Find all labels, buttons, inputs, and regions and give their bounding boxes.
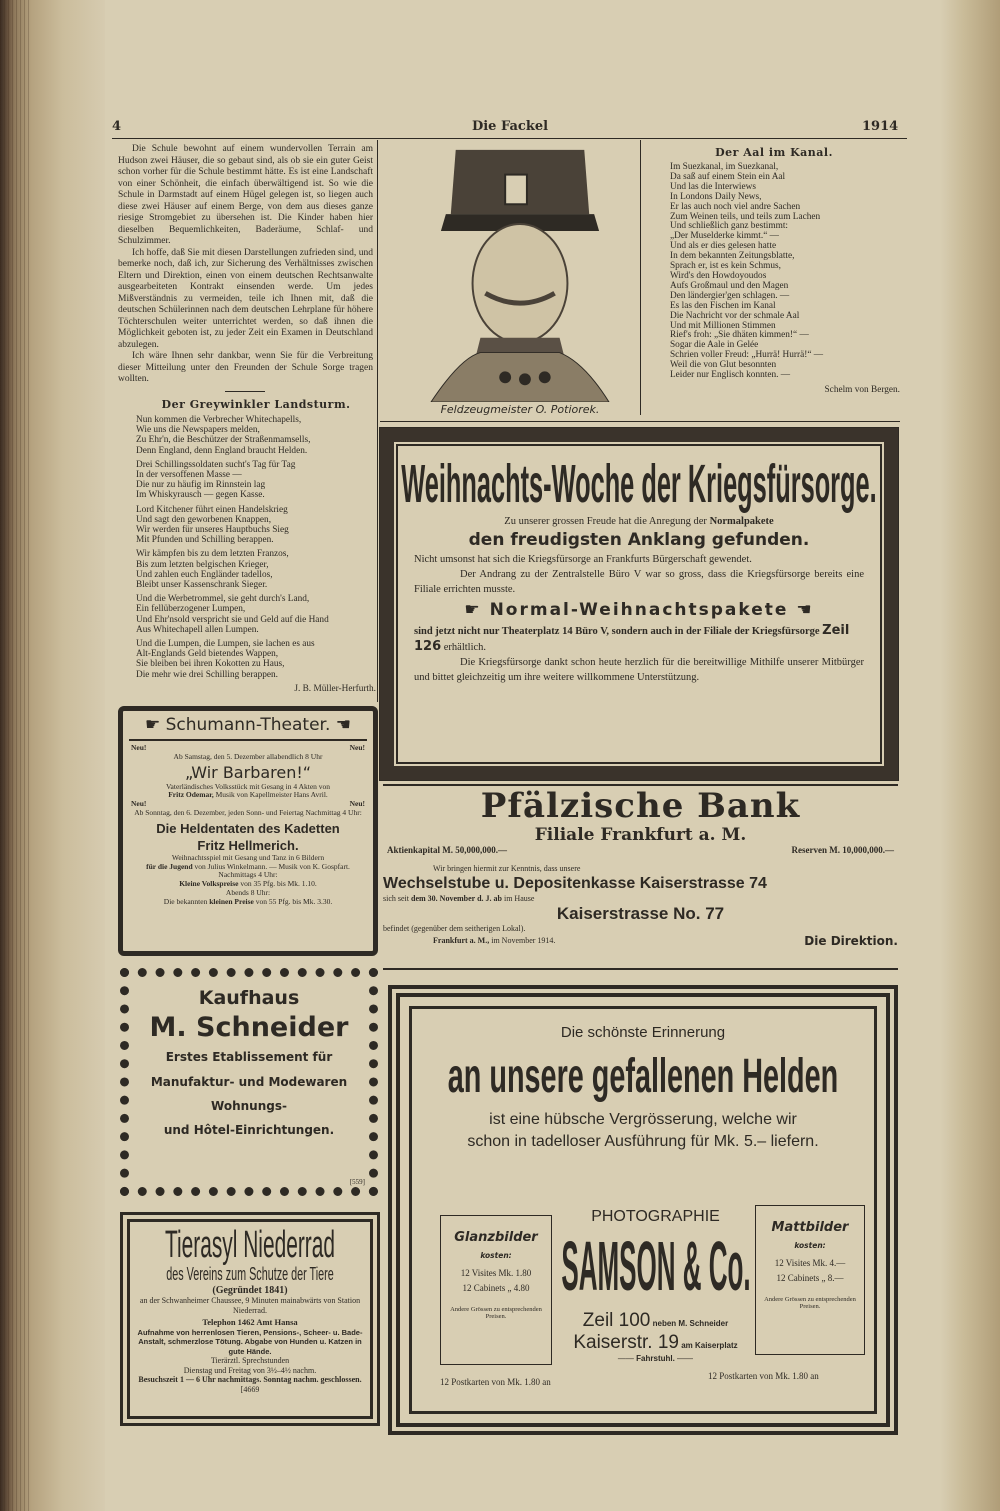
weihnacht-p4: Die Kriegsfürsorge dankt schon heute herzlich für die bereitwillige Mithilfe unserer Mitbürger und bittet gleichzeitig um ihre weitere willkommene Unterstützung. [414,657,864,683]
poem-line: Leider nur Englisch konnten. — [670,370,791,381]
poem-title: Der Aal im Kanal. [715,146,833,159]
theater-line: Abends 8 Uhr: [225,887,271,897]
schneider-line: Wohnungs- [211,1099,287,1113]
poem-stanza [136,549,376,590]
poem-line: Alt-Englands Geld bietendes Wappen, [136,649,279,660]
samson-center [558,1207,753,1363]
play-title: Die Heldentaten des Kadetten [156,820,340,836]
schneider-line: Erstes Etablissement für [165,1050,333,1064]
tierasyl-subtitle: des Vereins zum Schutze der Tiere [166,1264,334,1284]
poem-line: Wir kämpfen bis zu dem letzten Franzos, [136,549,289,560]
box-note: Andere Grössen zu entsprechenden Preisen. [450,1306,542,1320]
bank-reserven: Reserven M. 10,000,000.— [791,845,894,855]
address-note: am Kaiserplatz [681,1341,738,1350]
poem-aal [648,146,900,396]
poem-title: Der Greywinkler Landsturm. [161,398,351,411]
pointing-hand-icon: ☚ [796,600,814,620]
postkarten-right: 12 Postkarten von Mk. 1.80 an [708,1371,819,1381]
poem-line: In dem bekannten Zeitungsblatte, [670,251,795,262]
samson-line: schon in tadelloser Ausführung für Mk. 5.– liefern. [467,1133,819,1150]
poem-line: Weil die von Glut besonnten [670,360,777,371]
portrait-illustration [420,140,620,402]
tierasyl-line: Tierärztl. Sprechstunden [210,1356,290,1365]
poem-line: „Der Muselderke kimmt.“ — [670,231,779,242]
portrait-caption: Feldzeugmeister O. Potiorek. [440,403,600,416]
ad-ref: [559] [349,1178,365,1186]
year: 1914 [862,119,899,134]
neu-label: Neu! [131,799,147,809]
weihnacht-p3: sind jetzt nicht nur Theaterplatz 14 Büro V, sondern auch in der Filiale der Kriegsfürsorge [414,626,820,637]
theater-line: Weihnachtsspiel mit Gesang und Tanz in 6 Bildern [171,852,325,862]
samson-line: ist eine hübsche Vergrösserung, welche wir [489,1111,797,1128]
weihnacht-headline: Weihnachts-Woche der Kriegsfürsorge. [401,454,877,514]
photographie-label: PHOTOGRAPHIE [591,1208,720,1225]
bank-place: Frankfurt a. M., [433,936,490,945]
poem-greywinkler [136,398,376,694]
theater-title-text: Schumann-Theater. [165,715,331,735]
column-rule [377,140,378,702]
bank-line: Wir bringen hiermit zur Kenntnis, dass unsere [433,864,581,873]
poem-line: Wir werden für unseres Hauptbuchs Sieg [136,525,289,536]
lift-line: —— Fahrstuhl. —— [617,1354,694,1363]
poem-line: Und als er dies gelesen hatte [670,241,777,252]
poem-stanza [136,594,376,635]
schneider-line: und Hôtel-Einrichtungen. [163,1123,335,1137]
mattbilder-box [755,1205,865,1355]
poem-line: Bleibt unser Kassenschrank Sieger. [136,580,268,591]
poem-line: Und sagt den geworbenen Knappen, [136,514,272,525]
bank-line: im Hause [503,894,535,903]
tierasyl-line: an der Schwanheimer Chaussee, 9 Minuten mainabwärts von Station Niederrad. [139,1296,361,1315]
theater-title [129,711,367,741]
theater-bold: für die Jugend [146,861,193,871]
samson-headline-wrap [400,1049,886,1105]
divider [225,391,265,392]
neu-label: Neu! [349,743,365,752]
poem-line: Aufs Großmaul und den Magen [670,280,789,291]
address: Zeil 100 [582,1310,651,1331]
theater-line: Nachmittags 4 Uhr: [218,870,278,880]
bank-kapital: Aktienkapital M. 50,000,000.— [387,845,508,855]
poem-line: Und zahlen euch Engländer tadellos, [136,569,273,580]
glanzbilder-box [440,1215,552,1365]
address: Kaiserstr. 19 [573,1332,679,1353]
theater-line: von 35 Pfg. bis Mk. 1.10. [240,879,317,889]
postkarten-left: 12 Postkarten von Mk. 1.80 an [440,1377,551,1387]
bank-signature: Die Direktion. [804,934,898,948]
theater-line: Vaterländisches Volksstück mit Gesang in 4 Akten von [165,781,331,791]
book-binding [0,0,105,1511]
box-title: Glanzbilder [454,1230,538,1245]
theater-bold: Kleine Volkspreise [179,879,239,889]
tierasyl-line: Aufnahme von herrenlosen Tieren, Pensions-, Scheer- u. Bade-Anstalt, schmerzlose Tötung. Abgabe von Hunden u. Katzen in gute Hände. [137,1327,363,1356]
poem-body [136,415,376,680]
poem-line: Ein fellüberzogener Lumpen, [136,604,246,615]
poem-line: Drei Schillingssoldaten sucht's Tag für Tag [136,459,296,470]
poem-line: Er las auch noch viel andre Sachen [670,201,801,212]
schneider-line: Kaufhaus [198,987,300,1009]
price-row: 12 Visites Mk. 1.80 [460,1268,532,1278]
hand-icon: ☛ [144,715,161,735]
theater-line: von 55 Pfg. bis Mk. 3.30. [255,896,333,906]
column-rule [640,140,641,415]
weihnachts-ad [380,428,898,780]
bank-date: dem 30. November d. J. ab [411,894,502,903]
neu-label: Neu! [349,799,365,809]
poem-line: Die mehr wie drei Schilling berappen. [136,669,278,680]
hand-icon: ☚ [335,715,352,735]
poem-line: Wird's den Howdoyoudos [670,270,767,281]
price-row: 12 Cabinets „ 4.80 [462,1283,530,1293]
poem-line: Sprach er, ist es kein Schmus, [670,261,781,272]
author-name: Fritz Odemar, [168,790,214,800]
weihnacht-intro: Zu unserer grossen Freude hat die Anregung der [504,516,707,527]
poem-line: Schrien voller Freud: „Hurrä! Hurrä!“ — [670,350,824,361]
poem-line: Sogar die Aale in Gelée [670,340,759,351]
theater-bold: kleinen Preise [209,896,254,906]
article-paragraph: Die Schule bewohnt auf einem wundervollen Terrain am Hudson zwei Häuser, die so gebaut sind, als ob sie ein guter Geist schon vorher für die Schule bestimmt hätte. Es ist eine Landschaft von einer Schönheit, die einfach überwältigend ist. So wie die Schule in Darmstadt auf einem Hügel gelegen ist, so liegen auch diese zwei Häuser auf einem Berge, von dem aus dieses ganze riesige Stromgebiet zu übersehen ist. Die Kinder haben hier dieselben Bequemlichkeiten, Baderäume, Schlaf- und Schulzimmer. [118,144,373,246]
article-paragraph: Ich hoffe, daß Sie mit diesen Darstellungen zufrieden sind, und bemerke noch, daß ich, zur Sicherung des Verhältnisses zwischen Eltern und Direktion, einen von einem deutschen Rechtsanwalte ausgearbeiteten Kontrakt einsenden werde. Um jedes Mißverständnis zu vermeiden, teile ich Ihnen mit, daß die deutschen Schülerinnen nach dem deutschen Lehrplane für höhere Töchterschulen weiter unterrichtet werden, so daß ihnen die Möglichkeit geboten ist, zu jeder Zeit ein Examen in Deutschland abzulegen. [118,247,373,350]
poem-stanza [136,639,376,680]
tierasyl-phone: Telephon 1462 Amt Hansa [202,1317,298,1327]
samson-name-wrap [558,1226,753,1306]
poem-line: In der versoffenen Masse — [136,470,242,481]
poem-line: Zu Ehr'n, die Beschützer der Straßenmamsells, [136,435,311,446]
weihnacht-p3-end: erhältlich. [443,642,487,653]
poem-line: Lord Kitchener führt einen Handelskrieg [136,504,288,515]
box-note: Andere Grössen zu entsprechenden Preisen. [764,1296,856,1310]
weihnacht-headline-wrap [394,454,884,514]
poem-line: Zum Weinen teils, und teils zum Lachen [670,211,821,222]
poem-line: Und Ehr'nsold verspricht sie und Geld auf die Hand [136,614,329,625]
ad-ref: [4669 [240,1384,260,1394]
theater-line: Ab Sonntag, den 6. Dezember, jeden Sonn- und Feiertag Nachmittag 4 Uhr: [134,807,362,817]
poem-stanza [136,460,376,501]
weihnacht-big: den freudigsten Anklang gefunden. [468,530,810,550]
bank-line: befindet (gegenüber dem seitherigen Lokal). [383,924,526,933]
poem-line: Im Suezkanal, im Suezkanal, [670,162,779,172]
tierasyl-subtitle-wrap [136,1264,364,1285]
samson-headline: an unsere gefallenen Helden [447,1050,839,1103]
poem-author: Schelm von Bergen. [824,384,900,395]
tierasyl-founded: (Gegründet 1841) [212,1285,288,1296]
poem-body [648,163,900,381]
poem-line: Aus Whitechapell allen Lumpen. [136,624,259,635]
neu-label: Neu! [131,743,147,752]
poem-line: Und mit Millionen Stimmen [670,320,776,331]
samson-line: Die schönste Erinnerung [560,1024,726,1041]
weihnacht-zeil: Zeil 126 [414,623,850,654]
bank-line: im November 1914. [491,936,556,945]
tierasyl-title-wrap [136,1226,364,1264]
poem-line: Und die Werbetrommel, sie geht durch's Land, [136,594,310,605]
theater-line: von Julius Winkelmann. — Musik von K. Gospfart. [194,861,350,871]
play-title: Fritz Hellmerich. [197,837,299,853]
header-rule [112,138,907,139]
poem-line: Den ländergier'gen schlagen. — [670,290,790,301]
page-edge [940,0,1000,1511]
poem-stanza [136,415,376,456]
weihnacht-pakete [414,597,864,623]
schneider-ad [120,968,378,1196]
poem-line: Rief's froh: „Sie dhäten kimmen!“ — [670,330,809,341]
bank-line: sich seit [383,894,409,903]
schneider-name: M. Schneider [149,1012,349,1043]
schumann-theater-ad [118,706,378,956]
samson-name: SAMSON & Co. [560,1227,751,1305]
page-number: 4 [112,119,122,134]
weihnacht-p1: Nicht umsonst hat sich die Kriegsfürsorge an Frankfurts Bürgerschaft gewendet. [414,554,752,565]
poem-line: Nun kommen die Verbrecher Whitechapells, [136,415,302,425]
bank-address: Kaiserstrasse No. 77 [556,904,725,923]
journal-title: Die Fackel [471,119,549,134]
poem-line: Die Nachricht vor der schmale Aal [670,310,800,321]
poem-line: Und schließlich ganz bestimmt: [670,221,788,232]
tierasyl-title: Tierasyl Niederrad [165,1224,335,1266]
pointing-hand-icon: ☛ [464,600,482,620]
bank-name: Pfälzische Bank [480,786,801,826]
poem-stanza [136,505,376,546]
poem-line: Mit Pfunden und Schilling berappen. [136,535,274,546]
weihnacht-intro-bold: Normalpakete [709,516,774,527]
pfaelzische-bank-ad [383,784,898,970]
poem-line: Sie bleiben bei ihren Kokotten zu Haus, [136,659,285,670]
pakete-label: Normal-Weihnachtspakete [489,600,789,620]
poem-author: J. B. Müller-Herfurth. [294,683,376,694]
tierasyl-line: Besuchszeit 1 — 6 Uhr nachmittags. Sonntag nachm. geschlossen. [138,1375,362,1384]
schneider-line: Manufaktur- und Modewaren [150,1075,348,1089]
bank-filiale: Filiale Frankfurt a. M. [534,825,747,845]
lift-label: Fahrstuhl. [636,1354,675,1363]
poem-line: Da saß auf einem Stein ein Aal [670,171,786,182]
box-title: Mattbilder [771,1220,849,1235]
address-note: neben M. Schneider [652,1319,729,1328]
box-kosten: kosten: [480,1251,512,1260]
box-kosten: kosten: [794,1241,826,1250]
tierasyl-line: Dienstag und Freitag von 3½–4½ nachm. [183,1365,317,1375]
weihnacht-p2: Der Andrang zu der Zentralstelle Büro V war so gross, dass die Kriegsfürsorge bereits eine Filiale errichten musste. [414,569,864,595]
poem-line: Bis zum letzten belgischen Krieger, [136,559,269,570]
theater-line: Die bekannten [163,896,208,906]
article-text [118,144,373,386]
poem-line: Denn England, denn England braucht Helden. [136,445,308,456]
theater-line: Musik von Kapellmeister Hans Avril. [215,790,328,800]
poem-line: Die nur zu häufig im Rinnstein lag [136,480,266,491]
tierasyl-ad [120,1212,380,1426]
poem-line: In Londons Daily News, [670,191,762,202]
poem-line: Und las die Interwiews [670,181,756,192]
price-row: 12 Visites Mk. 4.— [774,1258,846,1268]
samson-ad [388,985,898,1435]
bank-line: Wechselstube u. Depositenkasse Kaiserstrasse 74 [383,875,767,892]
poem-line: Im Whiskyrausch — gegen Kasse. [136,490,265,501]
price-row: 12 Cabinets „ 8.— [776,1273,844,1283]
poem-line: Wie uns die Newspapers melden, [136,425,260,436]
play-title: „Wir Barbaren!“ [184,762,312,782]
article-paragraph: Ich wäre Ihnen sehr dankbar, wenn Sie für die Verbreitung dieser Mitteilung unter den Freunden der Schule Sorge tragen wollten. [118,351,373,384]
poem-line: Und die Lumpen, die Lumpen, sie lachen es aus [136,639,315,650]
theater-line: Ab Samstag, den 5. Dezember allabendlich 8 Uhr [173,751,323,761]
divider [380,421,900,422]
poem-line: Es las den Fischen im Kanal [670,300,776,311]
